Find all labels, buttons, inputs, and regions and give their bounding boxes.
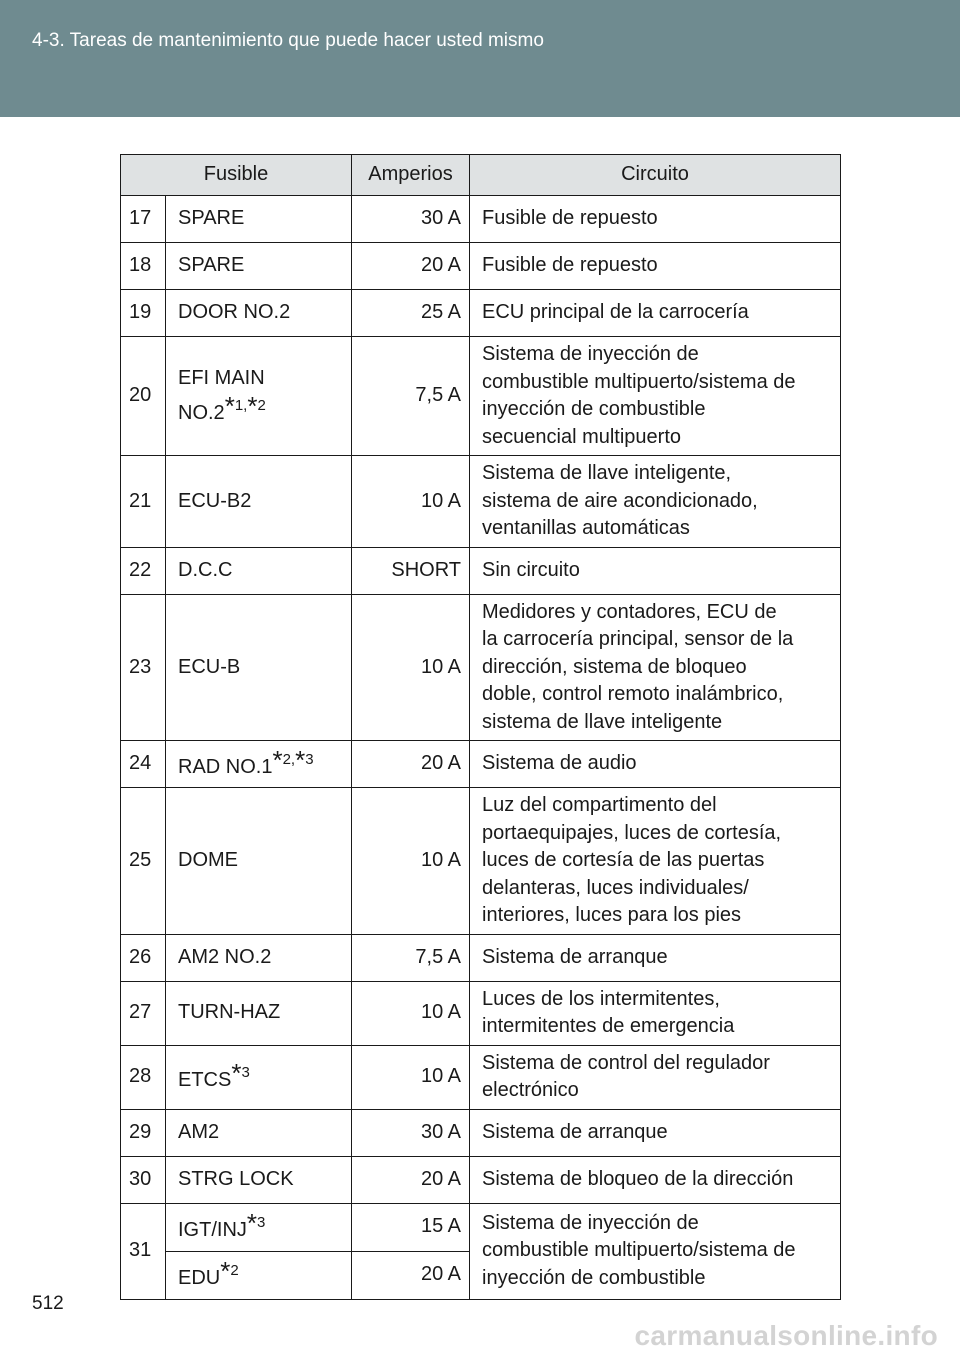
fuse-name: ECU-B2 <box>166 456 352 548</box>
circuit-line: electrónico <box>482 1079 579 1101</box>
fuse-name <box>166 337 352 456</box>
fuse-circuit: Sistema de audio <box>470 741 841 788</box>
circuit-line: Sistema de control del regulador <box>482 1051 770 1074</box>
table-row <box>121 456 841 548</box>
fuse-name: SPARE <box>166 196 352 243</box>
fuse-name: SPARE <box>166 243 352 290</box>
fuse-amps: 20 A <box>352 741 470 788</box>
footnote-ref: 3 <box>241 1063 250 1081</box>
fuse-name <box>166 1045 352 1109</box>
fuse-circuit: ECU principal de la carrocería <box>470 290 841 337</box>
fuse-amps: 10 A <box>352 981 470 1045</box>
fuse-name: AM2 NO.2 <box>166 934 352 981</box>
table-row <box>121 1109 841 1156</box>
table-row <box>121 594 841 741</box>
fuse-table <box>120 154 841 1300</box>
fuse-circuit: Sistema de arranque <box>470 1109 841 1156</box>
circuit-line: combustible multipuerto/sistema de <box>482 1239 796 1262</box>
fuse-circuit <box>470 1203 841 1299</box>
fuse-amps: 20 A <box>352 243 470 290</box>
fuse-name <box>166 1251 352 1299</box>
fuse-number: 27 <box>121 981 166 1045</box>
section-title: 4-3. Tareas de mantenimiento que puede hacer usted mismo <box>32 30 544 51</box>
footnote-asterisk: * <box>272 744 283 775</box>
circuit-line: luces de cortesía de las puertas <box>482 849 765 871</box>
fuse-number: 17 <box>121 196 166 243</box>
fuse-amps: 30 A <box>352 1109 470 1156</box>
circuit-line: delanteras, luces individuales/ <box>482 876 749 899</box>
fuse-name-text: RAD NO.1 <box>178 755 273 778</box>
table-row <box>121 337 841 456</box>
fuse-circuit <box>470 981 841 1045</box>
circuit-line: sistema de aire acondicionado, <box>482 489 758 512</box>
circuit-line: combustible multipuerto/sistema de <box>482 370 796 393</box>
fuse-name: AM2 <box>166 1109 352 1156</box>
fuse-number: 20 <box>121 337 166 456</box>
fuse-amps: 7,5 A <box>352 337 470 456</box>
fuse-circuit: Fusible de repuesto <box>470 196 841 243</box>
fuse-number: 31 <box>121 1203 166 1299</box>
fuse-amps: 10 A <box>352 788 470 935</box>
circuit-line: Sistema de inyección de <box>482 1211 699 1234</box>
header-fuse: Fusible <box>121 155 352 196</box>
table-row <box>121 196 841 243</box>
fuse-circuit: Fusible de repuesto <box>470 243 841 290</box>
table-row <box>121 1156 841 1203</box>
footnote-asterisk: * <box>246 1207 258 1238</box>
watermark: carmanualsonline.info <box>634 1320 938 1351</box>
circuit-line: Luz del compartimento del <box>482 794 717 816</box>
fuse-amps: 10 A <box>352 594 470 741</box>
fuse-amps: 10 A <box>352 456 470 548</box>
table-row <box>121 741 841 788</box>
footnote-asterisk: * <box>247 390 258 421</box>
fuse-amps: 20 A <box>352 1251 470 1299</box>
table-row <box>121 934 841 981</box>
fuse-amps: 10 A <box>352 1045 470 1109</box>
circuit-line: Medidores y contadores, ECU de <box>482 600 777 623</box>
fuse-circuit <box>470 788 841 935</box>
circuit-line: la carrocería principal, sensor de la <box>482 628 794 650</box>
fuse-number: 19 <box>121 290 166 337</box>
circuit-line: Luces de los intermitentes, <box>482 987 720 1010</box>
fuse-amps: 7,5 A <box>352 934 470 981</box>
footnote-asterisk: * <box>231 1057 242 1088</box>
fuse-circuit <box>470 1045 841 1109</box>
fuse-name: DOME <box>166 788 352 935</box>
fuse-amps: SHORT <box>352 547 470 594</box>
fuse-amps: 15 A <box>352 1203 470 1251</box>
fuse-number: 30 <box>121 1156 166 1203</box>
header-circuit: Circuito <box>470 155 841 196</box>
table-row <box>121 788 841 935</box>
footnote-asterisk: * <box>295 744 306 775</box>
footnote-ref: 2, <box>282 750 296 768</box>
circuit-line: inyección de combustible <box>482 398 706 420</box>
table-header-row <box>121 155 841 196</box>
footnote-asterisk: * <box>224 390 235 421</box>
fuse-name-line: NO.2 <box>178 401 225 424</box>
table-row <box>121 243 841 290</box>
fuse-amps: 25 A <box>352 290 470 337</box>
fuse-name: STRG LOCK <box>166 1156 352 1203</box>
fuse-circuit <box>470 456 841 548</box>
footnote-ref: 2 <box>257 396 266 414</box>
table-row <box>121 547 841 594</box>
fuse-number: 22 <box>121 547 166 594</box>
fuse-name: TURN-HAZ <box>166 981 352 1045</box>
footnote-ref: 1, <box>234 396 248 414</box>
circuit-line: interiores, luces para los pies <box>482 904 742 926</box>
fuse-name-text: ETCS <box>178 1068 232 1091</box>
fuse-name <box>166 1203 352 1251</box>
circuit-line: ventanillas automáticas <box>482 517 690 539</box>
table-row <box>121 981 841 1045</box>
fuse-name: ECU-B <box>166 594 352 741</box>
table-row <box>121 1203 841 1251</box>
fuse-circuit <box>470 594 841 741</box>
fuse-circuit <box>470 337 841 456</box>
circuit-line: dirección, sistema de bloqueo <box>482 655 747 678</box>
footnote-asterisk: * <box>220 1255 231 1286</box>
circuit-line: portaequipajes, luces de cortesía, <box>482 821 782 844</box>
footnote-ref: 3 <box>257 1213 266 1231</box>
fuse-number: 18 <box>121 243 166 290</box>
fuse-name-line: EFI MAIN <box>178 367 265 389</box>
fuse-circuit: Sistema de bloqueo de la dirección <box>470 1156 841 1203</box>
fuse-circuit: Sin circuito <box>470 547 841 594</box>
fuse-amps: 30 A <box>352 196 470 243</box>
fuse-amps: 20 A <box>352 1156 470 1203</box>
circuit-line: doble, control remoto inalámbrico, <box>482 683 784 705</box>
fuse-number: 26 <box>121 934 166 981</box>
page-number: 512 <box>32 1293 64 1314</box>
header-amps: Amperios <box>352 155 470 196</box>
circuit-line: sistema de llave inteligente <box>482 710 723 733</box>
table-row <box>121 1045 841 1109</box>
fuse-name-text: IGT/INJ <box>178 1218 247 1241</box>
fuse-name <box>166 741 352 788</box>
fuse-number: 21 <box>121 456 166 548</box>
circuit-line: intermitentes de emergencia <box>482 1015 735 1037</box>
circuit-line: inyección de combustible <box>482 1266 706 1289</box>
section-header-bar <box>0 0 960 117</box>
circuit-line: secuencial multipuerto <box>482 425 682 448</box>
fuse-name: D.C.C <box>166 547 352 594</box>
fuse-number: 24 <box>121 741 166 788</box>
footnote-ref: 3 <box>305 750 314 768</box>
table-row <box>121 290 841 337</box>
fuse-name-text: EDU <box>178 1266 221 1289</box>
circuit-line: Sistema de inyección de <box>482 343 699 365</box>
fuse-circuit: Sistema de arranque <box>470 934 841 981</box>
fuse-number: 29 <box>121 1109 166 1156</box>
fuse-name: DOOR NO.2 <box>166 290 352 337</box>
footnote-ref: 2 <box>230 1261 239 1279</box>
fuse-number: 25 <box>121 788 166 935</box>
fuse-number: 28 <box>121 1045 166 1109</box>
fuse-number: 23 <box>121 594 166 741</box>
circuit-line: Sistema de llave inteligente, <box>482 462 732 484</box>
